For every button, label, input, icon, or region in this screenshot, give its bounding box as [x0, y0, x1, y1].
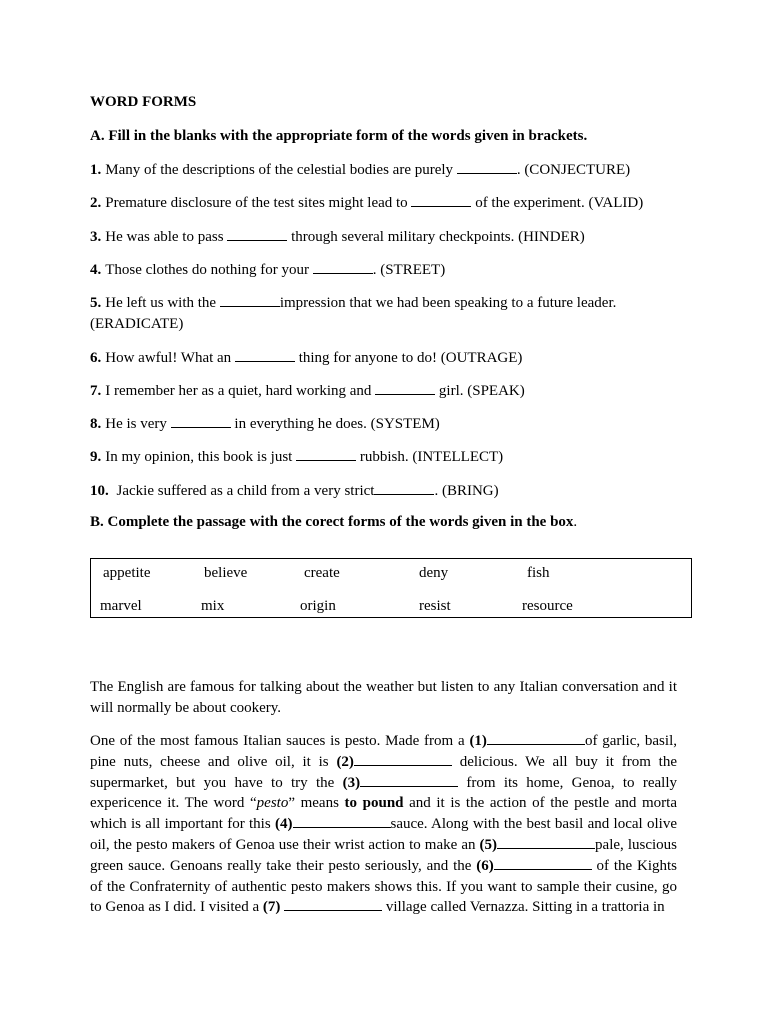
- exercise-item-3: [90, 227, 680, 248]
- item-text-before: In my opinion, this book is just: [105, 449, 297, 465]
- item-text-after: through several military checkpoints. (HINDER): [287, 229, 585, 245]
- exercise-item-10: [90, 481, 680, 502]
- box-word: mix: [201, 598, 225, 614]
- answer-blank[interactable]: [313, 260, 373, 274]
- item-number: 4.: [90, 262, 102, 278]
- item-text-before: Many of the descriptions of the celestial bodies are purely: [105, 162, 457, 178]
- section-b-heading-period: .: [573, 514, 578, 530]
- exercise-item-8: [90, 414, 680, 435]
- item-text-after: . (CONJECTURE): [516, 162, 631, 178]
- answer-blank[interactable]: [374, 481, 434, 495]
- item-text-after: girl. (SPEAK): [435, 383, 525, 399]
- item-text-after: rubbish. (INTELLECT): [356, 449, 504, 465]
- item-number: 9.: [90, 449, 102, 465]
- passage-blank-6[interactable]: [494, 856, 592, 870]
- answer-blank[interactable]: [411, 193, 471, 207]
- box-word: origin: [300, 598, 336, 614]
- gap-number-1: (1): [469, 733, 487, 749]
- item-text-after: . (BRING): [434, 483, 499, 499]
- item-text-before: He is very: [105, 416, 171, 432]
- item-number: 7.: [90, 383, 102, 399]
- item-number: 10.: [90, 483, 109, 499]
- box-word: resist: [419, 598, 451, 614]
- box-word: create: [304, 565, 340, 581]
- item-text-before: He left us with the: [105, 295, 220, 311]
- answer-blank[interactable]: [227, 227, 287, 241]
- gap-number-4: (4): [275, 816, 293, 833]
- item-number: 8.: [90, 416, 102, 432]
- answer-blank[interactable]: [171, 414, 231, 428]
- gap-number-6: (6): [476, 857, 494, 874]
- item-number: 3.: [90, 229, 102, 245]
- exercise-item-4: [90, 260, 680, 281]
- box-word: appetite: [103, 565, 151, 581]
- box-word: deny: [419, 565, 449, 581]
- answer-blank[interactable]: [235, 348, 295, 362]
- item-text-after: in everything he does. (SYSTEM): [230, 416, 440, 432]
- exercise-item-1: [90, 160, 680, 181]
- passage-blank-2[interactable]: [354, 752, 452, 766]
- item-text-before: He was able to pass: [105, 229, 228, 245]
- passage-paragraph-1: The English are famous for talking about the weather but listen to any Italian conversation and it will normally be about cookery.: [90, 679, 677, 716]
- gap-number-3: (3): [342, 774, 361, 791]
- passage-paragraph-2: [90, 731, 677, 918]
- document-title: WORD FORMS: [90, 94, 197, 110]
- item-text-before: I remember her as a quiet, hard working and: [105, 383, 376, 399]
- exercise-item-6: [90, 348, 680, 369]
- exercise-item-2: [90, 193, 680, 214]
- passage-blank-3[interactable]: [360, 773, 458, 787]
- passage-text: and it is the action of the pestle and morta which is all important for this: [90, 795, 677, 833]
- answer-blank[interactable]: [457, 160, 517, 174]
- answer-blank[interactable]: [296, 447, 356, 461]
- gap-number-2: (2): [336, 753, 354, 770]
- section-a-heading: A. Fill in the blanks with the appropriate form of the words given in brackets.: [90, 128, 588, 144]
- item-number: 5.: [90, 295, 102, 311]
- passage-text: village called Vernazza. Sitting in a trattoria in: [382, 899, 665, 916]
- gap-number-7: (7): [262, 899, 281, 916]
- box-word: resource: [522, 598, 573, 614]
- gap-number-5: (5): [479, 836, 498, 853]
- bold-phrase: to pound: [344, 795, 404, 812]
- item-number: 6.: [90, 350, 102, 366]
- passage-text: delicious. We all buy it from the supermarket, but you have to try the: [90, 753, 678, 791]
- passage-text: ” means: [288, 795, 345, 812]
- item-text-after: of the experiment. (VALID): [471, 195, 644, 211]
- item-text-before: Those clothes do nothing for your: [105, 262, 313, 278]
- passage-text: of garlic, basil, pine nuts, cheese and olive oil, it is: [90, 733, 677, 770]
- section-b-heading: [90, 514, 577, 531]
- answer-blank[interactable]: [375, 381, 435, 395]
- exercise-item-9: [90, 447, 680, 468]
- item-text-before: Jackie suffered as a child from a very strict: [112, 483, 375, 499]
- passage-text: sauce. Along with the best basil and local olive oil, the pesto makers of Genoa use their wrist action to make an: [90, 816, 677, 853]
- exercise-item-5: [90, 293, 680, 335]
- passage-blank-1[interactable]: [487, 731, 585, 745]
- word-box: [90, 558, 692, 618]
- item-text-before: How awful! What an: [105, 350, 235, 366]
- exercise-item-7: [90, 381, 680, 402]
- passage-text: of the Kights of the Confraternity of authentic pesto makers shows this. If you want to sample their cusine, go to Genoa as I did. I visited a: [90, 857, 677, 916]
- passage-blank-5[interactable]: [497, 835, 595, 849]
- item-text-after: impression that we had been speaking to a future leader. (ERADICATE): [90, 295, 617, 332]
- passage-blank-4[interactable]: [293, 814, 391, 828]
- box-word: fish: [527, 565, 550, 581]
- box-word: marvel: [100, 598, 142, 614]
- passage-text: One of the most famous Italian sauces is pesto. Made from a: [90, 733, 470, 749]
- passage-blank-7[interactable]: [284, 897, 382, 911]
- item-number: 2.: [90, 195, 102, 211]
- item-text-after: . (STREET): [372, 262, 446, 278]
- passage-text: pale, luscious green sauce. Genoans really take their pesto seriously, and the: [90, 836, 677, 874]
- item-number: 1.: [90, 162, 102, 178]
- item-text-after: thing for anyone to do! (OUTRAGE): [294, 350, 523, 366]
- italic-word: pesto: [256, 795, 289, 812]
- section-b-heading-text: B. Complete the passage with the corect forms of the words given in the box: [90, 514, 574, 530]
- answer-blank[interactable]: [220, 293, 280, 307]
- passage-text: from its home, Genoa, to really expericence it. The word “: [90, 774, 677, 812]
- item-text-before: Premature disclosure of the test sites might lead to: [105, 195, 412, 211]
- box-word: believe: [204, 565, 248, 581]
